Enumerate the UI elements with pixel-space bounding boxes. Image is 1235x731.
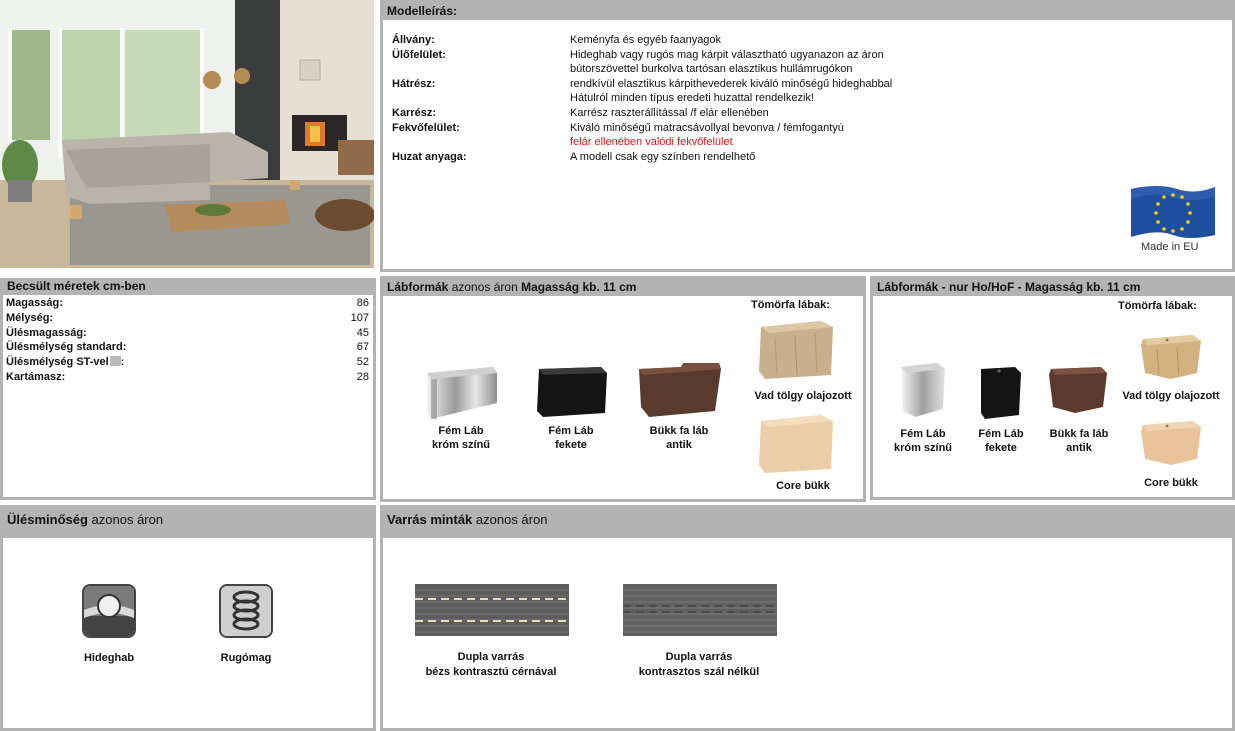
dim-row: Kartámasz: 28 [6, 370, 369, 383]
black-foot-image [533, 363, 611, 421]
foot-label-chrome: Fém Láb króm színű [431, 425, 491, 451]
seat-quality-header: Ülésminőség azonos áron [3, 508, 373, 538]
dim-row: Ülésmélység standard: 67 [6, 341, 369, 354]
wild-oak-foot-image [1137, 331, 1205, 383]
foot-label-black: Fém Láb fekete [548, 425, 594, 451]
feet-panel-a [380, 276, 866, 502]
stitch-header: Varrás minták azonos áron [383, 508, 1232, 538]
feet-b-header: Lábformák - nur Ho/HoF - Magasság kb. 11 cm [873, 279, 1232, 296]
chrome-foot-image [423, 363, 501, 421]
desc-row-seat: Ülőfelület: Hideghab vagy rugós mag kárpit választható ugyanazon az áron bútorszövettel burkolva tartósan elasztikus hullámrugókon [392, 48, 884, 76]
spring-core-icon [219, 584, 273, 638]
model-description-panel [380, 0, 1235, 272]
desc-row-back: Hátrész: rendkívül elasztikus kárpithevederek kiváló minőségű hideghabbal Hátulról minden típus eredeti huzattal rendelkezik! [392, 77, 893, 105]
antique-beech-foot-image [1045, 363, 1111, 417]
core-beech-foot-image [755, 411, 839, 477]
made-in-eu-label: Made in EU [1141, 241, 1199, 253]
foot-label-antique-beech: Bükk fa láb antik [649, 425, 709, 451]
foot-label-black: Fém Láb fekete [978, 428, 1024, 454]
dim-row: Ülésmagasság: 45 [6, 326, 369, 339]
feet-a-header: Lábformák azonos áron Magasság kb. 11 cm [383, 279, 863, 296]
stitch-sample-tonal [623, 584, 777, 636]
antique-beech-foot-image [635, 361, 725, 421]
desc-row-frame: Állvány: Keményfa és egyéb faanyagok [392, 34, 722, 46]
foot-label-antique-beech: Bükk fa láb antik [1049, 428, 1109, 454]
foot-label-core-beech: Core bükk [1144, 477, 1198, 489]
cold-foam-label: Hideghab [83, 652, 135, 664]
stitch-sample-beige [415, 584, 569, 636]
solid-wood-title: Tömörfa lábak: [1118, 300, 1197, 312]
black-foot-image [977, 363, 1023, 423]
desc-row-arm: Karrész: Karrész raszterállítással /f elár ellenében [392, 106, 769, 119]
chrome-foot-image [897, 359, 949, 421]
desc-row-bed: Fekvőfelület: Kiváló minőségű matracsávollyal bevonva / fémfogantyú felár ellenében valódi fekvőfelület [392, 121, 940, 150]
stitch-label-tonal: Dupla varrás kontrasztos szál nélkül [638, 651, 760, 678]
stitch-panel [380, 505, 1235, 731]
foot-label-chrome: Fém Láb króm színű [893, 428, 953, 454]
model-description-header: Modelleírás: [383, 3, 1232, 20]
foot-label-core-beech: Core bükk [776, 480, 830, 492]
made-in-eu-badge [1129, 183, 1219, 255]
dimensions-header: Becsült méretek cm-ben [3, 278, 373, 295]
wild-oak-foot-image [755, 317, 839, 383]
bed-surface-surcharge-note: felár ellenében valódi fekvőfelület [570, 136, 733, 149]
dim-row: Mélység: 107 [6, 311, 369, 324]
dimensions-table [6, 296, 369, 385]
cold-foam-icon [82, 584, 136, 638]
foot-label-wild-oak: Vad tölgy olajozott [754, 390, 852, 402]
solid-wood-title: Tömörfa lábak: [751, 299, 830, 311]
dim-row: Magasság: 86 [6, 297, 369, 309]
stitch-label-beige: Dupla varrás bézs kontrasztú cérnával [425, 651, 557, 678]
foot-label-wild-oak: Vad tölgy olajozott [1122, 390, 1220, 402]
spring-core-label: Rugómag [220, 652, 272, 664]
seat-quality-panel [0, 505, 376, 731]
star-icon [110, 356, 121, 366]
feet-panel-b [870, 276, 1235, 500]
core-beech-foot-image [1137, 417, 1205, 469]
desc-row-cover: Huzat anyaga: A modell csak egy színben rendelhető [392, 150, 756, 163]
dim-row: Ülésmélység ST-vel : 52 [6, 356, 369, 369]
product-photo [0, 0, 374, 268]
model-description-table [392, 33, 940, 164]
